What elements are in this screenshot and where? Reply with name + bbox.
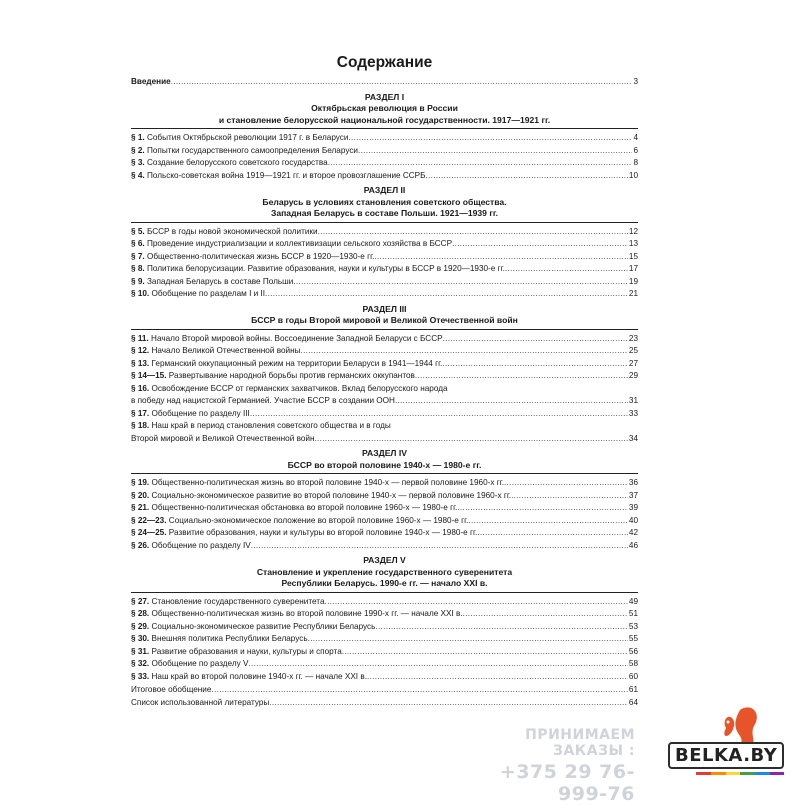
dot-leader [248,658,627,671]
dot-leader [342,646,628,659]
toc-item-text: Развертывание народной борьбы против германских оккупантов [168,371,415,380]
dot-leader [318,226,628,239]
toc-item-number: § 6. [131,239,145,248]
toc-item-label [131,408,250,421]
toc-item-label [131,370,415,383]
section-divider [131,329,638,330]
toc-item-number: § 16. [131,383,150,393]
toc-item-text: Общественно-политическая обстановка во второй половине 1960-х — 1980-е гг. [151,503,458,512]
section-label: РАЗДЕЛ IV [362,448,407,458]
toc-item[interactable] [131,383,638,408]
toc-item-page: 15 [628,251,638,261]
toc-item-page: 6 [633,145,638,155]
dot-leader [328,157,633,170]
toc-item-line [131,395,638,408]
toc-item[interactable] [131,671,638,684]
toc-item-number: § 11. [131,333,149,343]
toc-item-text: Внешняя политика Республики Беларусь [151,634,308,643]
toc-item-page: 23 [628,333,638,343]
toc-item[interactable] [131,263,638,276]
toc-item-page: 19 [628,276,638,286]
toc-item-text: Наш край во второй половине 1940-х гг. — начале XXI в. [151,671,367,681]
toc-item-number: § 1. [131,133,145,142]
dot-leader [250,408,628,421]
toc-item-label [131,132,348,145]
closing-literature-page: 64 [628,697,638,707]
toc-item[interactable] [131,288,638,301]
toc-item-text: Попытки государственного самоопределения Беларуси [146,145,358,155]
toc-item-label [131,490,511,503]
toc-page [131,52,638,709]
closing-summary-page: 61 [628,685,638,694]
section-label: РАЗДЕЛ V [363,555,406,565]
toc-closing-literature[interactable] [131,697,638,710]
section-heading [131,555,638,590]
toc-item-text: Второй мировой и Великой Отечественной войн [131,433,315,443]
toc-item-text: Германский оккупационный режим на территории Беларуси в 1941—1944 гг. [151,358,443,368]
toc-item-number: § 27. [131,596,150,606]
toc-item-text: в победу над нацистской Германией. Участие БССР в создании ООН [131,396,395,405]
dot-leader [452,238,628,251]
toc-item-number: § 19. [131,478,150,487]
dot-leader [265,288,628,301]
toc-item[interactable] [131,658,638,671]
toc-item-label [131,145,358,158]
toc-item-number: § 5. [131,226,145,236]
toc-item-page: 42 [628,528,638,537]
toc-item[interactable] [131,477,638,490]
dot-leader [426,170,628,183]
toc-item-page: 56 [628,646,638,656]
toc-item[interactable] [131,621,638,634]
toc-item-text: Обобщение по разделу III [151,408,250,418]
toc-item-page: 17 [628,264,638,273]
toc-item-page: 13 [628,239,638,248]
dot-leader [511,490,628,503]
dot-leader [211,684,627,697]
toc-item-label [131,596,325,609]
watermark-phone: +375 29 76-999-76 [499,761,635,805]
toc-item-page: 36 [628,478,638,487]
section-divider [131,222,638,223]
toc-item[interactable] [131,333,638,346]
toc-item-page: 49 [628,596,638,606]
toc-item-label [131,658,248,671]
toc-item-page: 40 [628,515,638,525]
toc-item-label [131,251,374,264]
section-divider [131,128,638,129]
toc-item-label [131,226,318,239]
toc-item-number: § 20. [131,490,150,500]
toc-intro-label: Введение [131,77,171,86]
toc-item[interactable] [131,238,638,251]
toc-item-number: § 7. [131,251,145,261]
toc-item[interactable] [131,170,638,183]
toc-item-page: 39 [628,503,638,512]
page-title: Содержание [336,54,433,71]
toc-item-label [131,333,443,346]
toc-item-label [131,170,426,183]
toc-item-text: Проведение индустриализации и коллективизации сельского хозяйства в БССР [146,239,453,248]
dot-leader [358,145,632,158]
section-title-line: и становление белорусской национальной государственности. 1917—1921 гг. [218,114,551,125]
dot-leader [348,132,632,145]
toc-item-text: Наш край в период становления советского общества и в годы [151,421,391,430]
toc-item[interactable] [131,515,638,528]
toc-intro[interactable] [131,76,638,89]
toc-item-label [131,157,328,170]
toc-item-number: § 33. [131,671,150,681]
toc-item[interactable] [131,646,638,659]
toc-closing-summary[interactable] [131,684,638,697]
toc-item-label [131,238,452,251]
dot-leader [367,671,628,684]
toc-item-page: 37 [628,490,638,500]
dot-leader [293,276,628,289]
section-divider [131,473,638,474]
dot-leader [442,358,628,371]
toc-item-line [131,433,638,446]
toc-item[interactable] [131,358,638,371]
toc-item-text: Развитие образования и науки, культуры и спорта [151,646,342,656]
watermark-line1: ПРИНИМАЕМ ЗАКАЗЫ : [525,727,635,759]
toc-item-number: § 29. [131,621,150,631]
toc-item-text: Общественно-политическая жизнь во второй половине 1990-х гг. — начале XXI в. [151,609,463,618]
toc-item-page: 60 [628,671,638,681]
dot-leader [504,477,628,490]
toc-item-page: 55 [628,634,638,643]
toc-item-page: 21 [628,289,638,298]
belka-logo [638,700,788,792]
toc-item[interactable] [131,408,638,421]
dot-leader [395,395,628,408]
toc-item[interactable] [131,157,638,170]
toc-item-label [131,288,265,301]
closing-literature-label: Список использованной литературы [131,697,270,707]
dot-leader [171,76,633,89]
section-divider [131,592,638,593]
section-label: РАЗДЕЛ I [364,91,405,102]
dot-leader [463,608,628,621]
toc-item-label [131,263,505,276]
toc-item-number: § 13. [131,358,150,368]
section-title-line: Октябрьская революция в России [311,103,458,113]
toc-item-number: § 22—23. [131,515,167,525]
toc-item-text: Общественно-политическая жизнь во второй половине 1940-х — первой половине 1960-х гг. [151,478,504,487]
toc-item-text: Создание белорусского советского государства [146,158,328,167]
toc-item-number: § 2. [131,145,145,155]
dot-leader [301,345,628,358]
toc-item-line [131,420,638,433]
toc-item-label [131,671,367,684]
toc-item-label [131,608,463,621]
section-title-line: Беларусь в условиях становления советского общества. [262,196,507,207]
toc-item[interactable] [131,226,638,239]
toc-item-label [131,527,477,540]
toc-item[interactable] [131,608,638,621]
toc-item-text: Общественно-политическая жизнь БССР в 1920—1930-е гг. [146,251,375,261]
toc-item-page: 51 [628,609,638,618]
toc-item-text: Западная Беларусь в составе Польши [146,276,294,286]
toc-item-page: 25 [628,346,638,355]
toc-item-label [131,502,457,515]
toc-item-label [131,633,308,646]
dot-leader [443,333,628,346]
toc-item-number: § 14—15. [131,371,167,380]
rainbow-stripe [696,772,784,775]
dot-leader [505,263,628,276]
toc-item[interactable] [131,251,638,264]
section-title-line: БССР во второй половине 1940-х — 1980-е гг. [287,459,482,470]
toc-item-label [131,477,504,490]
dot-leader [415,370,628,383]
dot-leader [325,596,628,609]
toc-item-page: 12 [628,226,638,236]
toc-item-number: § 24—25. [131,528,167,537]
toc-item-text: Освобождение БССР от германских захватчиков. Вклад белорусского народа [151,383,448,393]
toc-item-text: Политика белорусизации. Развитие образования, науки и культуры в БССР в 1920—1930-е гг. [146,264,505,273]
toc-item-text: Обобщение по разделу V [151,659,249,668]
toc-item-label [131,540,251,553]
section-heading [131,304,638,327]
section-heading [131,185,638,220]
toc-item[interactable] [131,345,638,358]
dot-leader [468,515,628,528]
toc-item[interactable] [131,502,638,515]
toc-item-page: 58 [628,659,638,668]
toc-item-text: События Октябрьской революции 1917 г. в Беларуси [146,133,349,142]
toc-item-label [131,358,442,371]
dot-leader [251,540,628,553]
toc-item-number: § 31. [131,646,150,656]
toc-item-text: Развитие образования, науки и культуры во второй половине 1940-х — 1980-е гг. [168,528,478,537]
toc-item-text: Социально-экономическое развитие во второй половине 1940-х — первой половине 1960-х гг. [151,490,512,500]
toc-item-text: Начало Великой Отечественной войны [151,346,301,355]
section-title-line: Становление и укрепление государственного суверенитета [256,566,513,577]
toc-item-text: БССР в годы новой экономической политики [146,226,318,236]
toc-item[interactable] [131,276,638,289]
toc-item-number: § 18. [131,421,150,430]
order-watermark [455,727,635,805]
toc-item-label [131,515,468,528]
section-heading [131,448,638,471]
toc-item-page: 4 [633,133,638,142]
toc-intro-page: 3 [633,77,638,86]
closing-summary-label: Итоговое обобщение [131,685,212,694]
toc-item-number: § 26. [131,540,150,550]
section-title-line: Западная Беларусь в составе Польши. 1921—1939 гг. [270,208,499,218]
toc-item-number: § 30. [131,634,150,643]
toc-item-number: § 17. [131,408,150,418]
toc-item[interactable] [131,490,638,503]
toc-item-number: § 3. [131,158,145,167]
toc-item-page: 27 [628,358,638,368]
toc-item-page: 46 [628,540,638,550]
toc-item-text: Обобщение по разделу IV [151,540,251,550]
toc-item[interactable] [131,596,638,609]
toc-item[interactable] [131,540,638,553]
toc-item-number: § 10. [131,289,150,298]
section-title-line: Республики Беларусь. 1990-е гг. — начало XXI в. [281,578,488,588]
section-label: РАЗДЕЛ II [363,185,406,195]
toc-item[interactable] [131,145,638,158]
toc-item-number: § 21. [131,503,150,512]
toc-item-number: § 28. [131,609,150,618]
toc-item-page: 8 [633,158,638,167]
toc-item-number: § 4. [131,170,145,180]
toc-item[interactable] [131,633,638,646]
toc-item-page: 29 [628,371,638,380]
toc-item-page: 31 [628,396,638,405]
toc-item-page: 33 [628,408,638,418]
section-label: РАЗДЕЛ III [362,303,407,314]
toc-item[interactable] [131,527,638,540]
toc-item-text: Польско-советская война 1919—1921 гг. и второе провозглашение ССРБ [146,170,426,180]
toc-item-label [131,276,293,289]
logo-text: BELKA.BY [668,742,784,769]
section-title-line: БССР в годы Второй мировой и Великой Отечественной войн [251,315,518,325]
toc-item[interactable] [131,132,638,145]
toc-item-text: Начало Второй мировой войны. Воссоединение Западной Беларуси с БССР [151,333,443,343]
toc-item-number: § 8. [131,264,145,273]
section-heading [131,92,638,127]
toc-item[interactable] [131,420,638,445]
toc-item-page: 10 [628,170,638,180]
toc-item[interactable] [131,370,638,383]
dot-leader [374,251,628,264]
toc-item-label [131,621,375,634]
toc-sections [131,92,638,684]
dot-leader [308,633,628,646]
toc-item-number: § 12. [131,346,150,355]
toc-item-text: Становление государственного суверенитета [151,596,325,606]
dot-leader [477,527,628,540]
toc-item-page: 34 [628,433,638,443]
toc-item-label [131,646,342,659]
dot-leader [457,502,628,515]
toc-item-page: 53 [628,621,638,631]
toc-item-label [131,345,301,358]
dot-leader [269,697,628,710]
toc-item-text: Социально-экономическое положение во второй половине 1960-х — 1980-е гг. [168,515,469,525]
toc-item-number: § 32. [131,659,150,668]
toc-item-text: Социально-экономическое развитие Республики Беларусь [151,621,376,631]
toc-item-text: Обобщение по разделам I и II [151,289,266,298]
toc-item-number: § 9. [131,276,145,286]
toc-item-line [131,383,638,396]
dot-leader [314,433,627,446]
dot-leader [375,621,627,634]
